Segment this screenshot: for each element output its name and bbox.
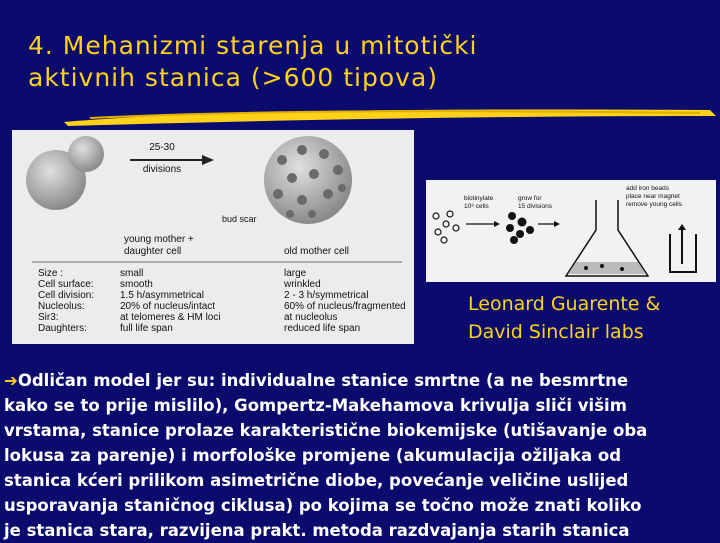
daughter-cell [68, 136, 104, 172]
title-line-2: aktivnih stanica (>600 tipova) [28, 63, 439, 92]
yellow-brush-stroke [60, 104, 720, 128]
credit-line-1: Leonard Guarente & [468, 293, 661, 315]
body-line-1: Odličan model jer su: individualne stanice smrtne (a ne besmrtne [17, 371, 629, 390]
old-mother-cell [264, 136, 352, 224]
svg-text:at telomeres & HM loci: at telomeres & HM loci [120, 312, 221, 323]
yeast-aging-figure [12, 130, 414, 344]
svg-text:place near magnet: place near magnet [626, 193, 680, 200]
svg-text:grow for: grow for [518, 195, 542, 202]
svg-text:2 - 3 h/symmetrical: 2 - 3 h/symmetrical [284, 290, 369, 301]
svg-text:full life span: full life span [120, 323, 173, 334]
divisions-count: 25-30 [149, 142, 175, 153]
svg-text:60% of nucleus/fragmented: 60% of nucleus/fragmented [284, 301, 406, 312]
old-label: old mother cell [284, 246, 350, 257]
svg-text:Cell surface:: Cell surface: [38, 279, 94, 290]
svg-text:small: small [120, 268, 144, 279]
young-label-1: young mother + [124, 234, 194, 245]
body-line-7: je stanica stara, razvijena prakt. metoda razdvajanja starih stanica [4, 521, 630, 540]
body-text [0, 368, 720, 543]
divisions-word: divisions [142, 164, 182, 175]
svg-text:remove young cells: remove young cells [626, 201, 682, 208]
svg-text:Nucleolus:: Nucleolus: [38, 301, 85, 312]
slide-title [28, 30, 708, 94]
svg-text:reduced life span: reduced life span [284, 323, 361, 334]
body-line-2: kako se to prije mislilo), Gompertz-Makehamova krivulja sliči višim [4, 396, 627, 415]
svg-text:10⁸ cells: 10⁸ cells [464, 203, 489, 210]
svg-text:Daughters:: Daughters: [38, 323, 87, 334]
lab-credit [468, 290, 718, 346]
bud-scar-label: bud scar [222, 214, 257, 224]
svg-text:biotinylate: biotinylate [464, 195, 494, 202]
grown-cells [506, 212, 534, 244]
svg-text:add iron beads: add iron beads [626, 185, 670, 192]
svg-text:15 divisions: 15 divisions [518, 203, 552, 210]
svg-text:at nucleolus: at nucleolus [284, 312, 338, 323]
svg-text:smooth: smooth [120, 279, 153, 290]
body-line-5: stanica kćeri prilikom asimetrične diobe, povećanje veličine uslijed [4, 471, 629, 490]
body-line-6: usporavanja staničnog ciklusa) po kojima se točno može znati koliko [4, 496, 642, 515]
svg-text:Cell division:: Cell division: [38, 290, 95, 301]
title-line-1: 4. Mehanizmi starenja u mitotički [28, 31, 478, 60]
svg-text:large: large [284, 268, 307, 279]
svg-text:Size :: Size : [38, 268, 64, 279]
body-line-4: lokusa za parenje) i morfološke promjene (akumulacija ožiljaka od [4, 446, 622, 465]
sorting-method-figure [426, 180, 716, 282]
svg-text:1.5 h/asymmetrical: 1.5 h/asymmetrical [120, 290, 204, 301]
small-cells [433, 211, 459, 243]
svg-text:wrinkled: wrinkled [284, 279, 321, 290]
svg-text:20% of nucleus/intact: 20% of nucleus/intact [120, 301, 216, 312]
comparison-table [38, 268, 406, 334]
svg-text:Sir3:: Sir3: [38, 312, 59, 323]
bullet-arrow-icon: ➔ [4, 371, 18, 390]
young-label-2: daughter cell [124, 246, 182, 257]
body-line-3: vrstama, stanice prolaze karakteristične biokemijske (utišavanje oba [4, 421, 648, 440]
credit-line-2: David Sinclair labs [468, 321, 644, 343]
